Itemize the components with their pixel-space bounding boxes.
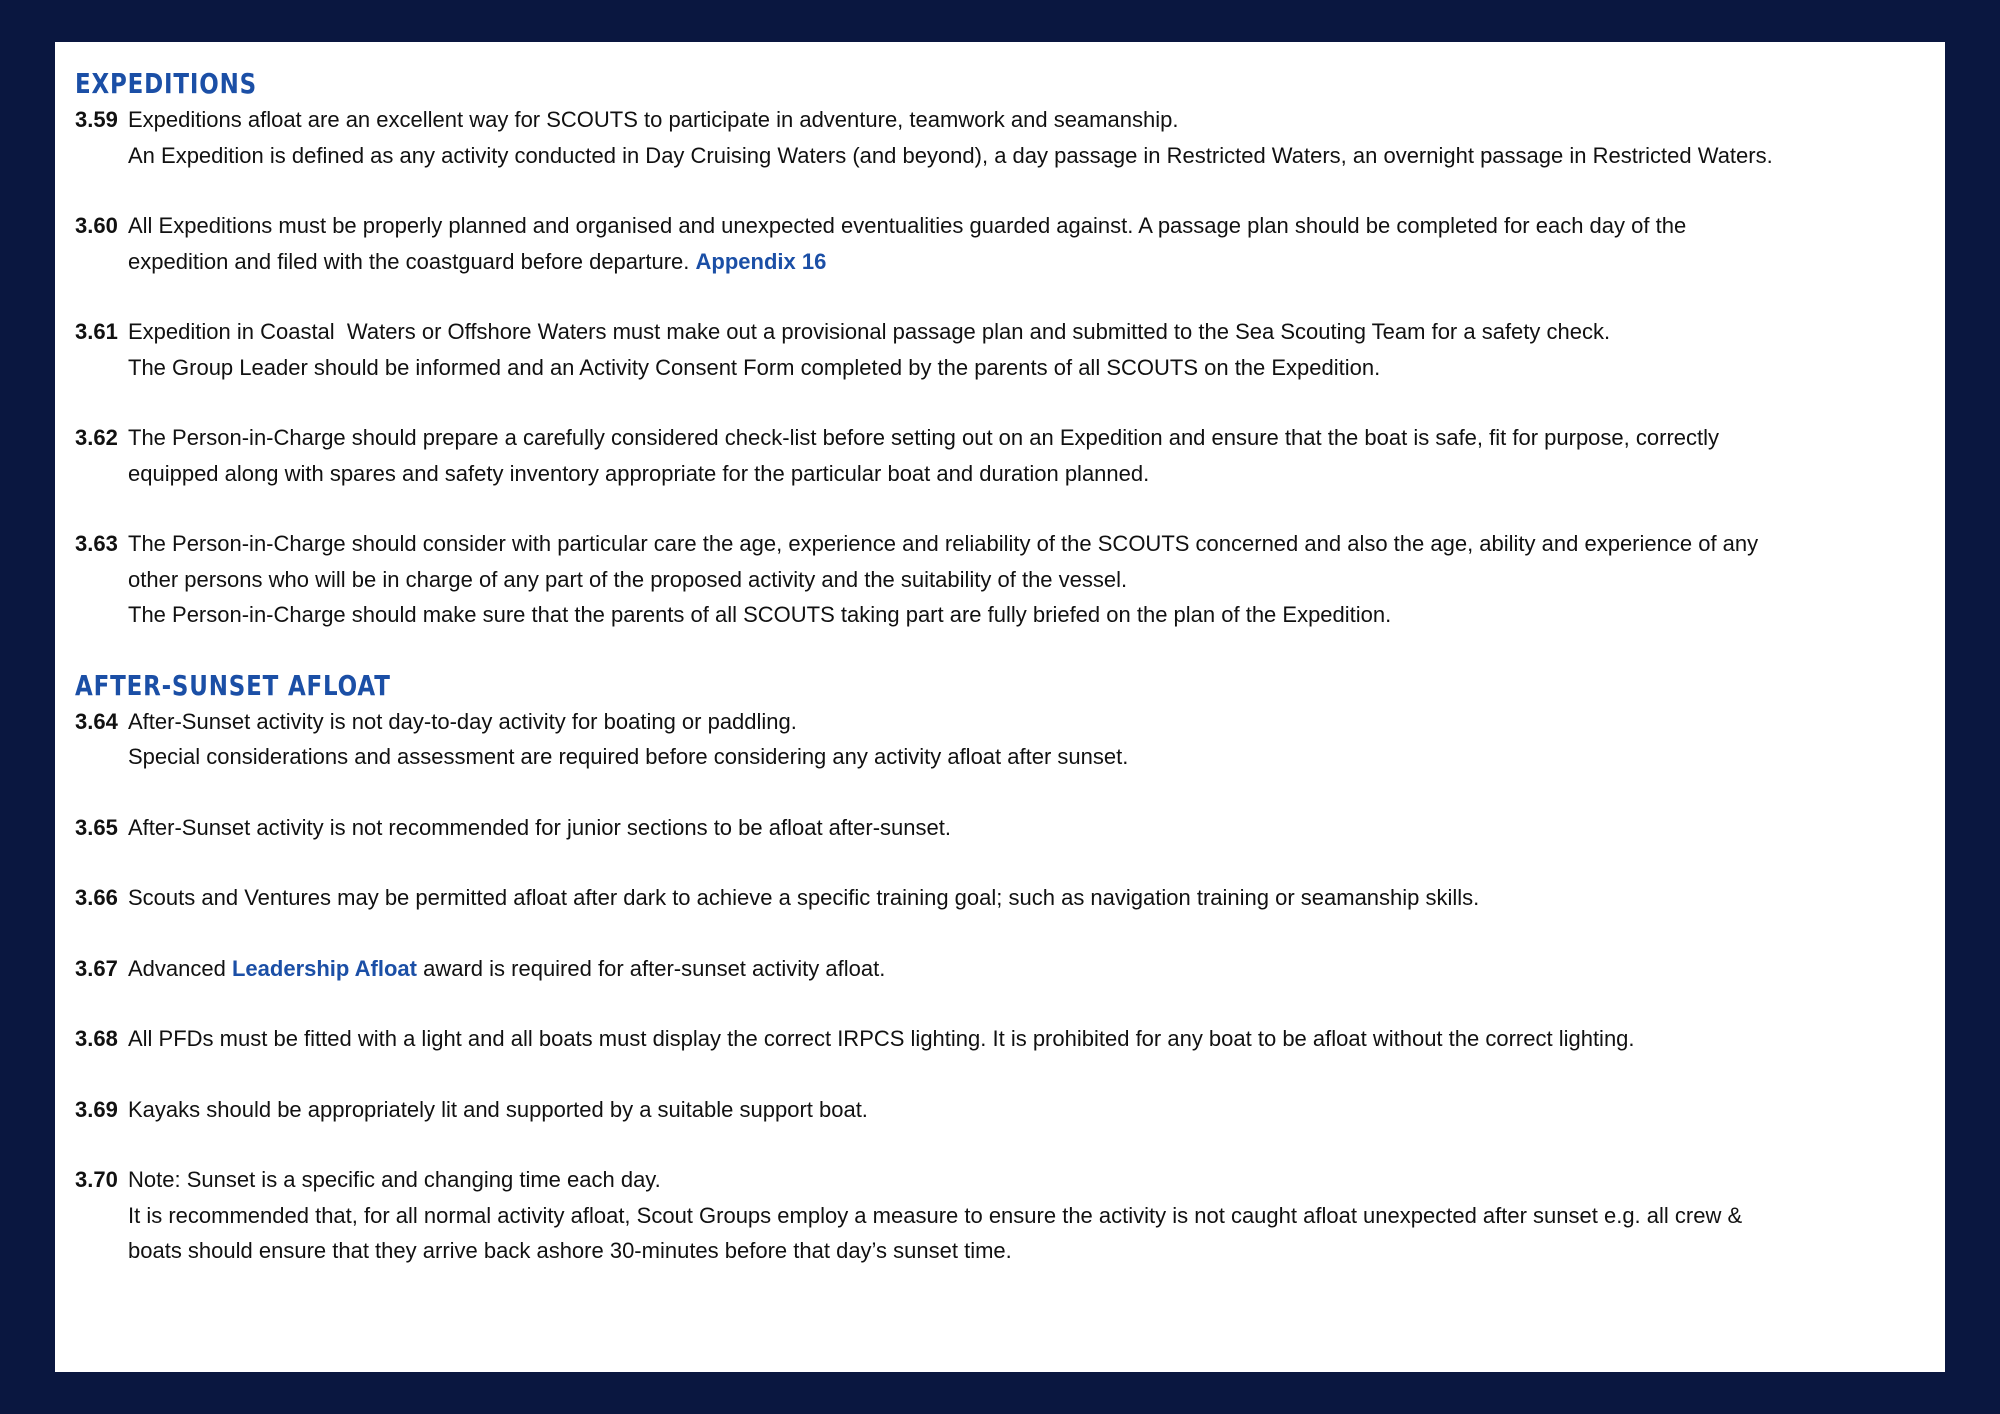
clause-3-62: [75, 420, 1925, 491]
clause-number: 3.68: [75, 1026, 118, 1051]
clause-text: Kayaks should be appropriately lit and supported by a suitable support boat.: [128, 1096, 868, 1122]
clause-text: After-Sunset activity is not day-to-day activity for boating or paddling.: [128, 708, 797, 734]
clause-text: Note: Sunset is a specific and changing time each day.: [128, 1167, 661, 1192]
clause-line: [75, 1092, 1925, 1128]
section-expeditions: [75, 66, 1925, 633]
document-page: [55, 42, 1945, 1372]
clause-text: All Expeditions must be properly planned and organised and unexpected eventualities guarded against. A passage plan should be completed for each day of the: [128, 213, 1687, 238]
clause-number: 3.67: [75, 955, 118, 981]
clause-number: 3.69: [75, 1096, 118, 1122]
clause-text: award is required for after-sunset activity afloat.: [423, 955, 886, 981]
clause-3-60: [75, 208, 1925, 279]
clause-text: equipped along with spares and safety inventory appropriate for the particular boat and duration planned.: [128, 460, 1150, 486]
clause-text: The Person-in-Charge should consider with particular care the age, experience and reliability of the SCOUTS concerned and also the age, ability and experience of any: [128, 531, 1759, 556]
clause-text: The Person-in-Charge should make sure that the parents of all SCOUTS taking part are fully briefed on the plan of the Expedition.: [128, 602, 1392, 627]
clause-3-61: [75, 314, 1925, 385]
clause-text: Special considerations and assessment are required before considering any activity afloat after sunset.: [128, 744, 1129, 769]
leadership-afloat-link[interactable]: Leadership Afloat: [231, 955, 417, 981]
clause-3-64: [75, 704, 1925, 775]
clause-number: 3.60: [75, 213, 118, 238]
clause-line: [75, 1021, 1925, 1057]
clause-3-65: [75, 810, 1925, 846]
clause-line: [75, 810, 1925, 846]
clause-line: [75, 1162, 1925, 1198]
clause-text: Advanced: [128, 955, 226, 981]
clause-text: boats should ensure that they arrive back ashore 30-minutes before that day’s sunset time.: [128, 1238, 1012, 1263]
clause-text: The Group Leader should be informed and an Activity Consent Form completed by the parents of all SCOUTS on the Expedition.: [128, 354, 1381, 380]
clause-number: 3.64: [75, 708, 118, 734]
clause-3-66: [75, 880, 1925, 916]
clause-line: [75, 102, 1925, 138]
clause-text: The Person-in-Charge should prepare a carefully considered check-list before setting out on an Expedition and ensure that the boat is safe, fit for purpose, correctly: [128, 425, 1720, 450]
section-heading: AFTER-SUNSET AFLOAT: [75, 668, 391, 702]
clause-line: [75, 420, 1925, 456]
clause-text: other persons who will be in charge of any part of the proposed activity and the suitability of the vessel.: [128, 566, 1128, 592]
clause-text: All PFDs must be fitted with a light and all boats must display the correct IRPCS lighting. It is prohibited for any boat to be afloat without the correct lighting.: [128, 1026, 1635, 1051]
clause-number: 3.61: [75, 319, 118, 344]
clause-3-68: [75, 1021, 1925, 1057]
clause-3-70: [75, 1162, 1925, 1269]
clause-line: [75, 314, 1925, 350]
section-heading: EXPEDITIONS: [75, 67, 258, 100]
clause-3-59: [75, 102, 1925, 173]
clause-number: 3.66: [75, 885, 118, 910]
clause-line: [75, 526, 1925, 562]
clause-text: Scouts and Ventures may be permitted afloat after dark to achieve a specific training goal; such as navigation training or seamanship skills.: [128, 885, 1480, 910]
clause-number: 3.65: [75, 814, 118, 840]
clause-line: [75, 880, 1925, 916]
clause-text: Expedition in Coastal Waters or Offshore Waters must make out a provisional passage plan and submitted to the Sea Scouting Team for a safety check.: [128, 319, 1611, 344]
clause-number: 3.63: [75, 531, 118, 556]
clause-line: [75, 951, 1925, 987]
clause-text: expedition and filed with the coastguard before departure.: [128, 248, 690, 274]
clause-line: [75, 244, 1925, 280]
clause-number: 3.62: [75, 425, 118, 450]
clause-text: It is recommended that, for all normal activity afloat, Scout Groups employ a measure to ensure the activity is not caught afloat unexpected after sunset e.g. all crew &: [128, 1202, 1743, 1228]
clause-text: An Expedition is defined as any activity conducted in Day Cruising Waters (and beyond), a day passage in Restricted Waters, an overnight passage in Restricted Waters.: [128, 142, 1773, 168]
clause-3-69: [75, 1092, 1925, 1128]
appendix-16-link[interactable]: Appendix 16: [695, 248, 827, 274]
section-after-sunset-afloat: [75, 668, 1925, 1269]
clause-line: [75, 704, 1925, 740]
clause-3-67: [75, 951, 1925, 987]
clause-line: [75, 208, 1925, 244]
clause-text: After-Sunset activity is not recommended for junior sections to be afloat after-sunset.: [128, 814, 951, 840]
clause-number: 3.70: [75, 1167, 118, 1192]
clause-number: 3.59: [75, 107, 118, 132]
clause-3-63: [75, 526, 1925, 633]
clause-text: Expeditions afloat are an excellent way for SCOUTS to participate in adventure, teamwork and seamanship.: [128, 107, 1179, 132]
